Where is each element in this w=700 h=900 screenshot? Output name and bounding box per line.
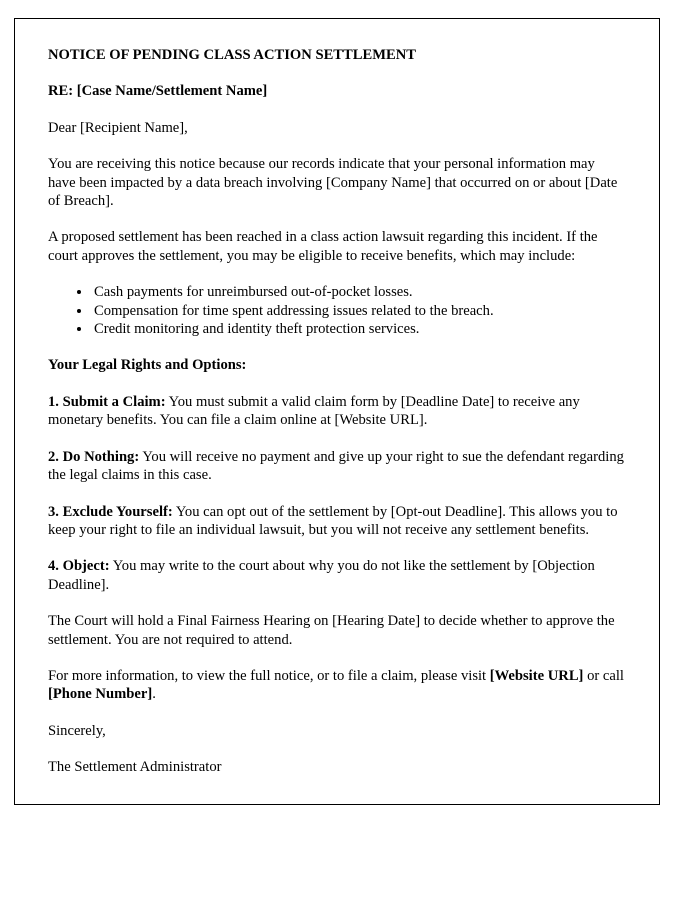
option-submit-claim: [48, 393, 626, 430]
option-label: 3. Exclude Yourself:: [48, 503, 173, 520]
list-item: • Cash payments for unreimbursed out-of-pocket losses.: [92, 283, 626, 301]
settlement-paragraph: A proposed settlement has been reached in a class action lawsuit regarding this incident. If the court approves the settlement, you may be eligible to receive benefits, which may include:: [48, 229, 598, 264]
intro-paragraph: You are receiving this notice because our records indicate that your personal information may have been impacted by a data breach involving [Company Name] that occurred on or about [Date of Breach].: [48, 156, 618, 210]
more-info-paragraph: [48, 667, 626, 704]
option-label: 1. Submit a Claim:: [48, 393, 166, 410]
phone-number-placeholder: [Phone Number]: [48, 686, 153, 703]
list-item: • Compensation for time spent addressing issues related to the breach.: [92, 302, 626, 320]
more-info-mid: or call: [583, 667, 624, 684]
option-text: You may write to the court about why you do not like the settlement by [Objection Deadline].: [48, 558, 595, 593]
list-item: • Credit monitoring and identity theft protection services.: [92, 320, 626, 338]
settlement-notice-letter: [14, 18, 660, 805]
salutation: Dear [Recipient Name],: [48, 119, 188, 136]
option-text: You can opt out of the settlement by [Opt-out Deadline]. This allows you to keep your right to file an individual lawsuit, but you will not receive any settlement benefits.: [48, 503, 618, 538]
signature: The Settlement Administrator: [48, 759, 222, 776]
website-url-placeholder: [Website: [489, 667, 545, 684]
benefits-list: [48, 283, 626, 338]
notice-title: NOTICE OF PENDING CLASS ACTION SETTLEMENT: [48, 47, 417, 63]
option-do-nothing: [48, 448, 626, 485]
website-url-placeholder-2: URL]: [547, 667, 584, 684]
more-info-pre: For more information, to view the full notice, or to file a claim, please visit: [48, 667, 490, 684]
hearing-paragraph: The Court will hold a Final Fairness Hearing on [Hearing Date] to decide whether to approve the settlement. You are not required to attend.: [48, 613, 615, 648]
rights-heading: Your Legal Rights and Options:: [48, 357, 247, 374]
closing: Sincerely,: [48, 722, 106, 739]
option-label: 4. Object:: [48, 558, 110, 575]
option-label: 2. Do Nothing:: [48, 448, 140, 465]
option-exclude-yourself: [48, 503, 626, 540]
option-text: You will receive no payment and give up your right to sue the defendant regarding the legal claims in this case.: [48, 448, 624, 484]
option-text: You must submit a valid claim form by [Deadline Date] to receive any monetary benefits. You can file a claim online at [Website URL].: [48, 393, 580, 429]
more-info-post: .: [152, 686, 156, 703]
option-object: [48, 557, 626, 594]
re-line: RE: [Case Name/Settlement Name]: [48, 83, 268, 100]
